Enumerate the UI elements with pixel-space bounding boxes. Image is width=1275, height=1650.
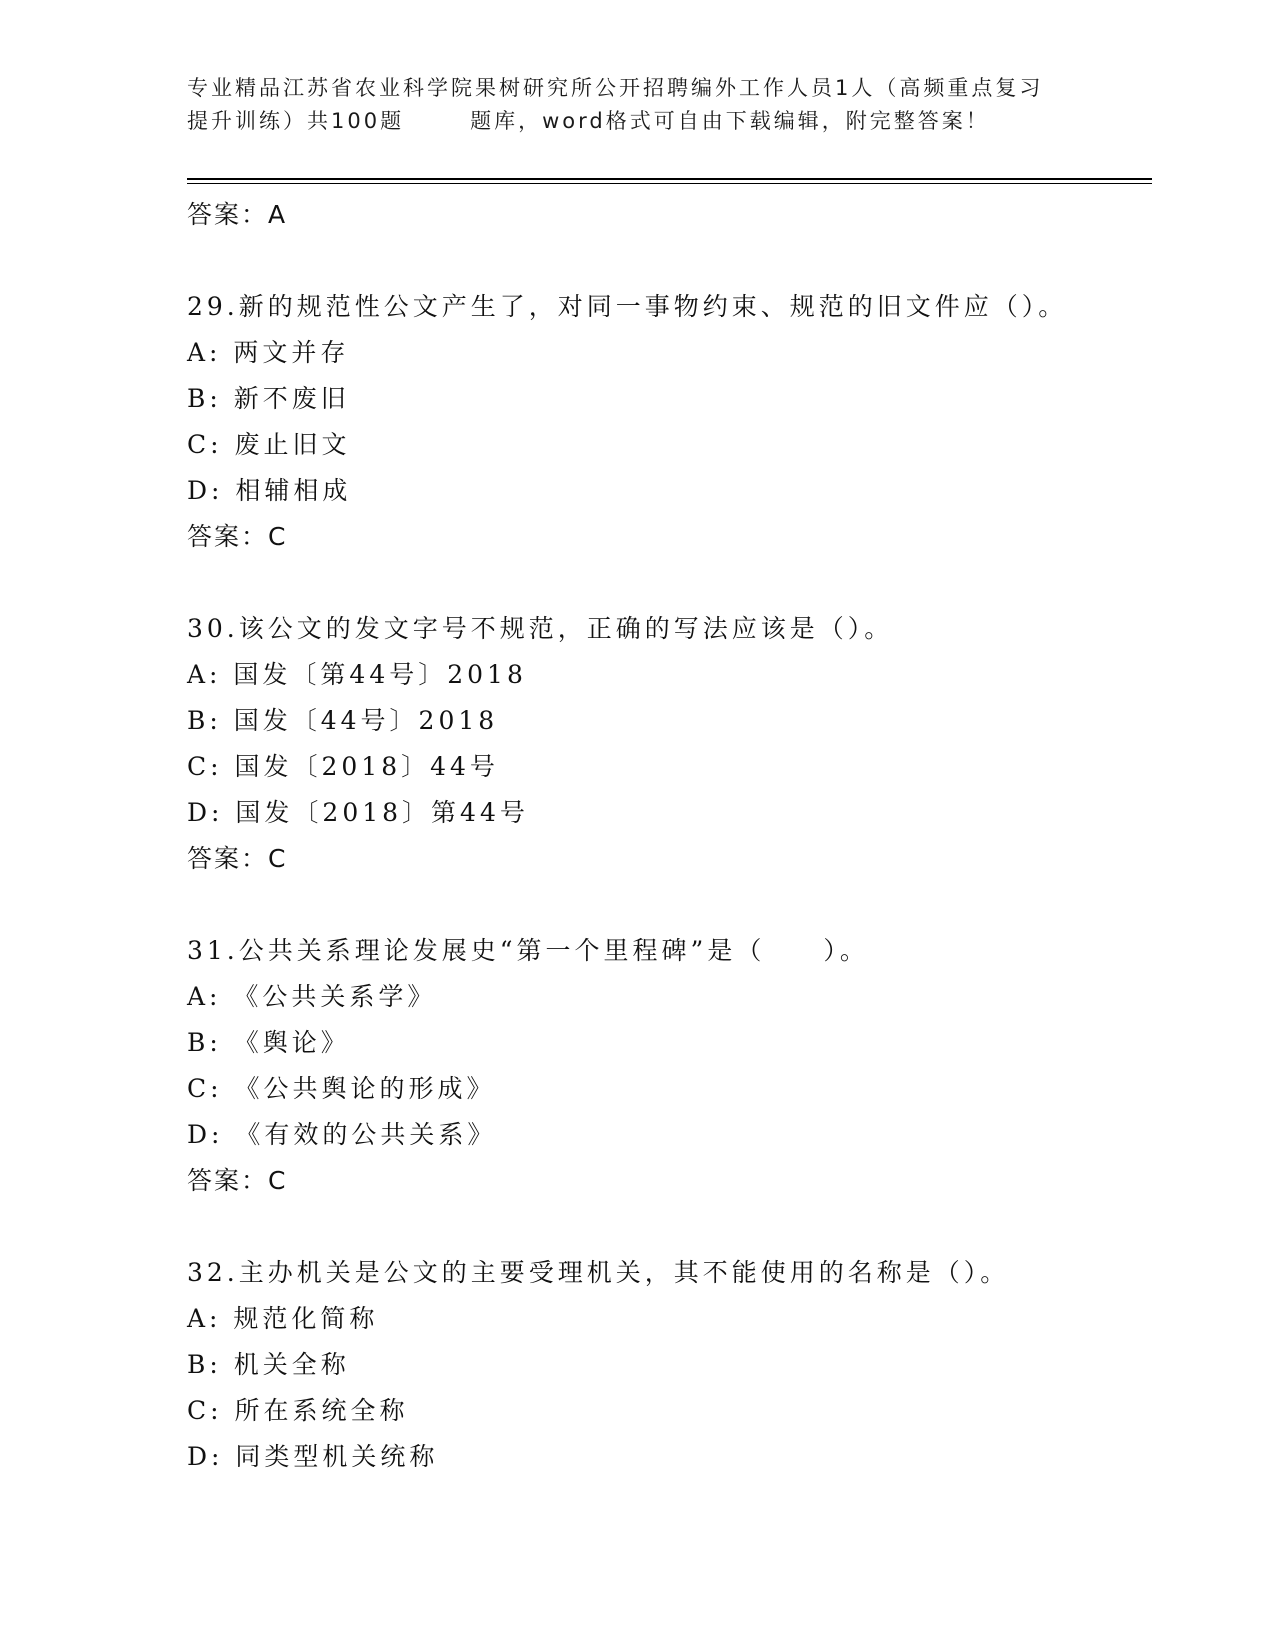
header-divider-thin: [187, 183, 1152, 184]
header-title-line-2: [187, 105, 1087, 138]
answer: 答案：C: [187, 522, 288, 551]
option-d: D: 国发〔2018〕第44号: [187, 798, 529, 827]
question-29: [187, 284, 1152, 560]
option-a: A: 规范化简称: [187, 1304, 379, 1333]
question-31: [187, 928, 1152, 1204]
header-title-line-2-part-1: 提升训练）共100题: [187, 109, 405, 133]
option-b: B: 《舆论》: [187, 1028, 350, 1057]
question-stem: 32.主办机关是公文的主要受理机关，其不能使用的名称是（）。: [187, 1258, 1010, 1287]
option-c: C: 《公共舆论的形成》: [187, 1074, 496, 1103]
option-a: A: 《公共关系学》: [187, 982, 437, 1011]
document-header: [187, 72, 1087, 138]
question-stem: 30.该公文的发文字号不规范，正确的写法应该是（）。: [187, 614, 894, 643]
question-stem: 31.公共关系理论发展史“第一个里程碑”是（ ）。: [187, 936, 869, 965]
option-b: B: 机关全称: [187, 1350, 350, 1379]
question-list: [187, 192, 1152, 1480]
answer: 答案：C: [187, 844, 288, 873]
question-30: [187, 606, 1152, 882]
question-stem: 29.新的规范性公文产生了，对同一事物约束、规范的旧文件应（）。: [187, 292, 1068, 321]
option-c: C: 所在系统全称: [187, 1396, 409, 1425]
option-a: A: 国发〔第44号〕2018: [187, 660, 527, 689]
header-divider-thick: [187, 178, 1152, 180]
header-title-line-2-part-2: 题库，word格式可自由下载编辑，附完整答案！: [470, 109, 990, 133]
option-d: D: 相辅相成: [187, 476, 352, 505]
answer: 答案：C: [187, 1166, 288, 1195]
option-b: B: 新不废旧: [187, 384, 350, 413]
answer-previous: 答案：A: [187, 200, 288, 229]
option-a: A: 两文并存: [187, 338, 350, 367]
option-d: D: 同类型机关统称: [187, 1442, 439, 1471]
question-32: [187, 1250, 1152, 1480]
option-b: B: 国发〔44号〕2018: [187, 706, 499, 735]
option-c: C: 废止旧文: [187, 430, 351, 459]
header-title-line-1: 专业精品江苏省农业科学院果树研究所公开招聘编外工作人员1人（高频重点复习: [187, 76, 1044, 100]
option-c: C: 国发〔2018〕44号: [187, 752, 499, 781]
option-d: D: 《有效的公共关系》: [187, 1120, 497, 1149]
